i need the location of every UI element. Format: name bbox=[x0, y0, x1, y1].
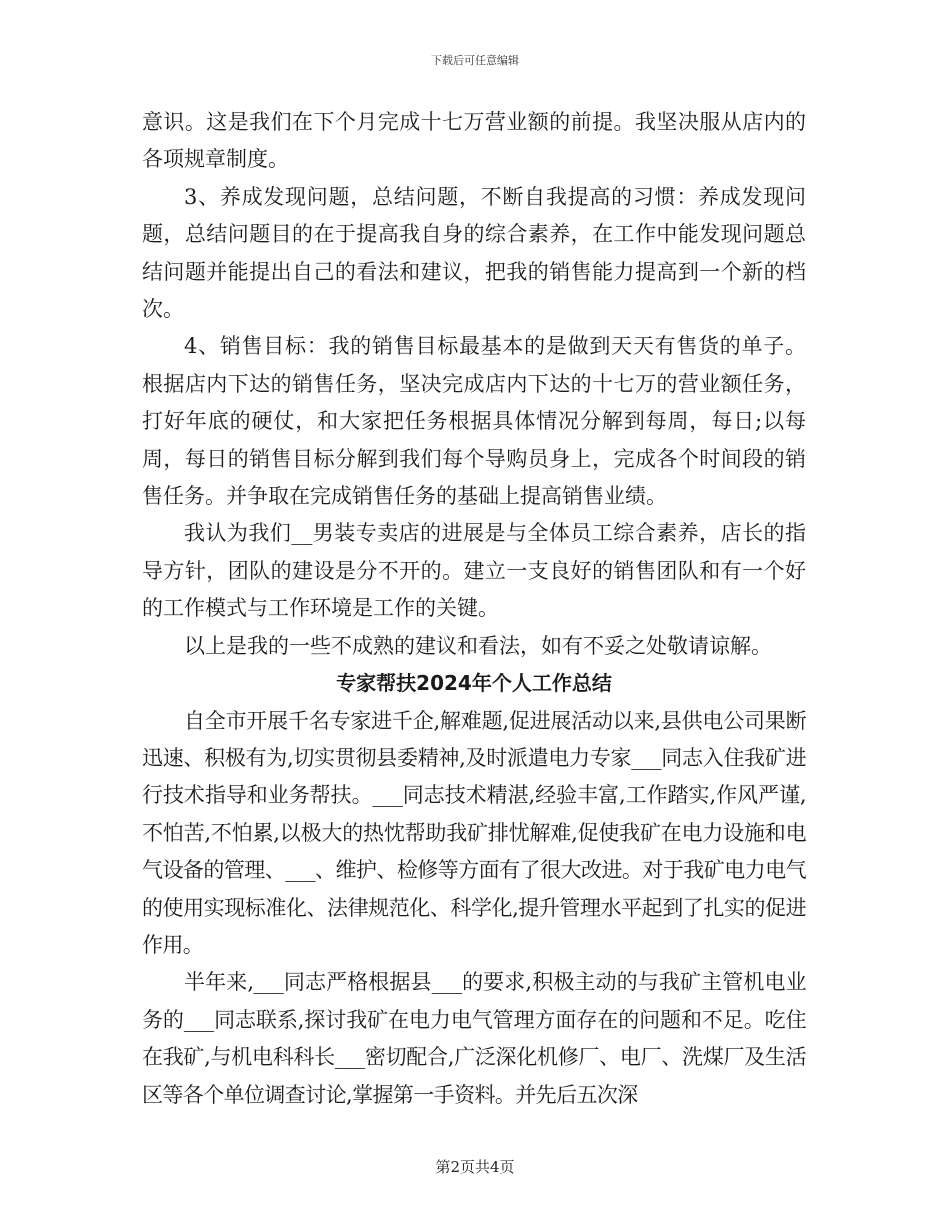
document-body bbox=[142, 104, 806, 1114]
paragraph: 意识。这是我们在下个月完成十七万营业额的前提。我坚决服从店内的各项规章制度。 bbox=[142, 110, 806, 172]
paragraph: 以上是我的一些不成熟的建议和看法，如有不妥之处敬请谅解。 bbox=[184, 633, 772, 658]
page-number: 第2页共4页 bbox=[435, 1158, 515, 1176]
paragraph: 自全市开展千名专家进千企,解难题,促进展活动以来,县供电公司果断迅速、积极有为,切实贯彻县委精神,及时派遣电力专家___同志入住我矿进行技术指导和业务帮扶。___同志技术精湛,经验丰富,工作踏实,作风严谨,不怕苦,不怕累,以极大的热忱帮助我矿排忧解难,促使我矿在电力设施和电气设备的管理、___、维护、检修等方面有了很大改进。对于我矿电力电气的使用实现标准化、法律规范化、科学化,提升管理水平起到了扎实的促进作用。 bbox=[142, 708, 806, 957]
paragraph: 半年来,___同志严格根据县___的要求,积极主动的与我矿主管机电业务的___同志联系,探讨我矿在电力电气管理方面存在的问题和不足。吃住在我矿,与机电科科长___密切配合,广泛深化机修厂、电厂、洗煤厂及生活区等各个单位调查讨论,掌握第一手资料。并先后五次深 bbox=[142, 970, 806, 1107]
page-header: 下载后可任意编辑 bbox=[431, 54, 519, 67]
paragraph: 3、养成发现问题，总结问题，不断自我提高的习惯：养成发现问题，总结问题目的在于提高我自身的综合素养，在工作中能发现问题总结问题并能提出自己的看法和建议，把我的销售能力提高到一个新的档次。 bbox=[142, 184, 806, 322]
paragraph: 我认为我们__男装专卖店的进展是与全体员工综合素养，店长的指导方针，团队的建设是分不开的。建立一支良好的销售团队和有一个好的工作模式与工作环境是工作的关键。 bbox=[142, 521, 806, 621]
paragraph: 4、销售目标：我的销售目标最基本的是做到天天有售货的单子。根据店内下达的销售任务，坚决完成店内下达的十七万的营业额任务，打好年底的硬仗，和大家把任务根据具体情况分解到每周，每日;以每周，每日的销售目标分解到我们每个导购员身上，完成各个时间段的销售任务。并争取在完成销售任务的基础上提高销售业绩。 bbox=[142, 334, 806, 509]
section-title: 专家帮扶2024年个人工作总结 bbox=[336, 671, 612, 696]
